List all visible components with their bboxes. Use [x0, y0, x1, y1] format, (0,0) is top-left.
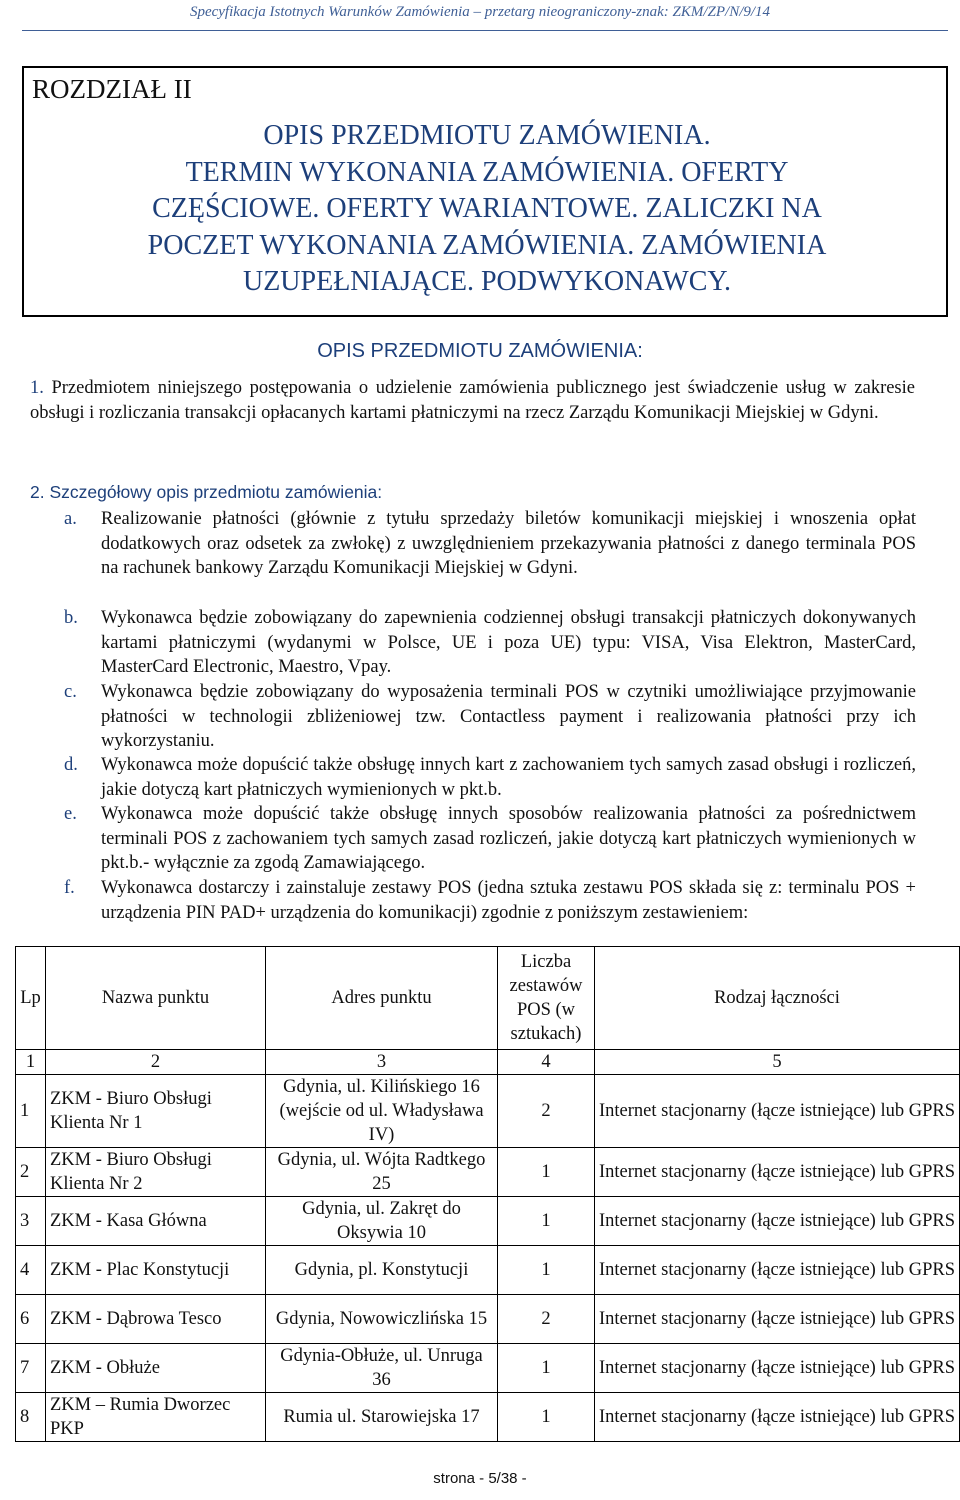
cell-count: 2	[498, 1295, 595, 1344]
cell-count: 1	[498, 1246, 595, 1295]
cell-connection: Internet stacjonarny (łącze istniejące) lub GPRS	[595, 1197, 960, 1246]
cell-address: Gdynia, Nowowiczlińska 15	[266, 1295, 498, 1344]
cell-connection: Internet stacjonarny (łącze istniejące) lub GPRS	[595, 1344, 960, 1393]
header-address: Adres punktu	[266, 947, 498, 1050]
index-cell: 5	[595, 1050, 960, 1075]
cell-connection: Internet stacjonarny (łącze istniejące) lub GPRS	[595, 1393, 960, 1442]
table-row	[16, 1246, 960, 1295]
table-header-row	[16, 947, 960, 1050]
cell-name: ZKM - Obłuże	[46, 1344, 266, 1393]
list-item-marker: f.	[64, 878, 75, 898]
cell-address: Gdynia, ul. Zakręt do Oksywia 10	[266, 1197, 498, 1246]
list-item-marker: b.	[64, 608, 78, 628]
cell-lp: 7	[16, 1344, 46, 1393]
chapter-box	[22, 66, 948, 317]
table-row	[16, 1295, 960, 1344]
point-1-text: Przedmiotem niniejszego postępowania o udzielenie zamówienia publicznego jest świadczenie usług w zakresie obsługi i rozliczania transakcji opłacanych kartami płatniczymi na rzecz Zarządu Komunikacji Miejskiej w Gdyni.	[30, 378, 915, 423]
pos-table	[15, 946, 960, 1442]
header-count: Liczba zestawów POS (w sztukach)	[498, 947, 595, 1050]
table-index-row	[16, 1050, 960, 1075]
cell-count: 1	[498, 1197, 595, 1246]
cell-connection: Internet stacjonarny (łącze istniejące) lub GPRS	[595, 1075, 960, 1148]
cell-count: 1	[498, 1344, 595, 1393]
cell-connection: Internet stacjonarny (łącze istniejące) lub GPRS	[595, 1148, 960, 1197]
cell-name: ZKM - Biuro Obsługi Klienta Nr 2	[46, 1148, 266, 1197]
cell-address: Gdynia-Obłuże, ul. Unruga 36	[266, 1344, 498, 1393]
cell-count: 1	[498, 1148, 595, 1197]
point-2-heading	[30, 482, 382, 503]
list-item-text: Wykonawca dostarczy i zainstaluje zestawy POS (jedna sztuka zestawu POS składa się z: terminalu POS + urządzenia PIN PAD+ urządzenia do komunikacji) zgodnie z poniższym zestawieniem:	[101, 878, 916, 923]
header-connection: Rodzaj łączności	[595, 947, 960, 1050]
table-row	[16, 1148, 960, 1197]
cell-count: 2	[498, 1075, 595, 1148]
list-item-text: Wykonawca będzie zobowiązany do zapewnienia codziennej obsługi transakcji płatniczych dokonywanych kartami płatniczymi (wydanymi w Polsce, UE i poza UE) typu: VISA, Visa Elektron, MasterCard, MasterCard Electronic, Maestro, Vpay.	[101, 608, 916, 677]
list-item-f	[64, 876, 916, 925]
point-2-heading-text: Szczegółowy opis przedmiotu zamówienia:	[49, 482, 383, 502]
list-item-c	[64, 680, 916, 754]
cell-lp: 1	[16, 1075, 46, 1148]
index-cell: 4	[498, 1050, 595, 1075]
list-item-marker: e.	[64, 804, 77, 824]
index-cell: 1	[16, 1050, 46, 1075]
list-item-marker: a.	[64, 509, 77, 529]
point-1-number: 1.	[30, 378, 44, 398]
cell-address: Gdynia, ul. Wójta Radtkego 25	[266, 1148, 498, 1197]
cell-lp: 4	[16, 1246, 46, 1295]
cell-address: Rumia ul. Starowiejska 17	[266, 1393, 498, 1442]
list-item-marker: c.	[64, 682, 77, 702]
chapter-title-line: TERMIN WYKONANIA ZAMÓWIENIA. OFERTY	[185, 156, 789, 188]
list-item-text: Wykonawca będzie zobowiązany do wyposażenia terminali POS w czytniki umożliwiające przyjmowanie płatności w technologii zbliżeniowej tzw. Contactless payment i realizowania płatności przy ich wykorzystaniu.	[101, 682, 916, 751]
table-row	[16, 1393, 960, 1442]
list-item-b	[64, 606, 916, 680]
header-lp: Lp	[16, 947, 46, 1050]
cell-lp: 3	[16, 1197, 46, 1246]
cell-lp: 8	[16, 1393, 46, 1442]
table-row	[16, 1197, 960, 1246]
table-row	[16, 1075, 960, 1148]
list-item-e	[64, 802, 916, 876]
cell-address: Gdynia, ul. Kilińskiego 16 (wejście od ul. Władysława IV)	[266, 1075, 498, 1148]
cell-name: ZKM – Rumia Dworzec PKP	[46, 1393, 266, 1442]
table-row	[16, 1344, 960, 1393]
chapter-title-line: POCZET WYKONANIA ZAMÓWIENIA. ZAMÓWIENIA	[147, 229, 827, 261]
cell-name: ZKM - Biuro Obsługi Klienta Nr 1	[46, 1075, 266, 1148]
cell-lp: 2	[16, 1148, 46, 1197]
cell-name: ZKM - Kasa Główna	[46, 1197, 266, 1246]
cell-count: 1	[498, 1393, 595, 1442]
chapter-title-line: UZUPEŁNIAJĄCE. PODWYKONAWCY.	[242, 266, 731, 297]
cell-connection: Internet stacjonarny (łącze istniejące) lub GPRS	[595, 1246, 960, 1295]
page-number: strona - 5/38 -	[433, 1470, 527, 1487]
point-1	[30, 376, 915, 425]
header-name: Nazwa punktu	[46, 947, 266, 1050]
header-divider	[22, 30, 948, 31]
cell-name: ZKM - Dąbrowa Tesco	[46, 1295, 266, 1344]
cell-address: Gdynia, pl. Konstytucji	[266, 1246, 498, 1295]
cell-connection: Internet stacjonarny (łącze istniejące) lub GPRS	[595, 1295, 960, 1344]
chapter-title	[54, 118, 920, 301]
cell-lp: 6	[16, 1295, 46, 1344]
index-cell: 2	[46, 1050, 266, 1075]
list-item-marker: d.	[64, 755, 78, 775]
list-item-text: Wykonawca może dopuścić także obsługę innych kart z zachowaniem tych samych zasad obsługi i rozliczeń, jakie dotyczą kart płatniczych wymienionych w pkt.b.	[101, 755, 916, 800]
page-header: Specyfikacja Istotnych Warunków Zamówienia – przetarg nieograniczony-znak: ZKM/ZP/N/9/14	[189, 4, 771, 20]
cell-name: ZKM - Plac Konstytucji	[46, 1246, 266, 1295]
list-item-d	[64, 753, 916, 802]
index-cell: 3	[266, 1050, 498, 1075]
list-item-text: Realizowanie płatności (głównie z tytułu sprzedaży biletów komunikacji miejskiej i wnoszenia opłat dodatkowych oraz odsetek za zwłokę) z uwzględnieniem przekazywania płatności z danego terminala POS na rachunek bankowy Zarządu Komunikacji Miejskiej w Gdyni.	[101, 509, 916, 578]
list-item-text: Wykonawca może dopuścić także obsługę innych sposobów realizowania płatności za pośrednictwem terminali POS z zachowaniem tych samych zasad rozliczeń, jakie dotyczą kart płatniczych wymienionych w pkt.b.- wyłącznie za zgodą Zamawiającego.	[101, 804, 916, 873]
chapter-label: ROZDZIAŁ II	[32, 74, 192, 104]
chapter-title-line: CZĘŚCIOWE. OFERTY WARIANTOWE. ZALICZKI NA	[152, 193, 822, 224]
chapter-title-line: OPIS PRZEDMIOTU ZAMÓWIENIA.	[263, 120, 711, 151]
point-2-number: 2.	[30, 482, 45, 502]
list-item-a	[64, 507, 916, 581]
section-heading: OPIS PRZEDMIOTU ZAMÓWIENIA:	[317, 340, 643, 362]
